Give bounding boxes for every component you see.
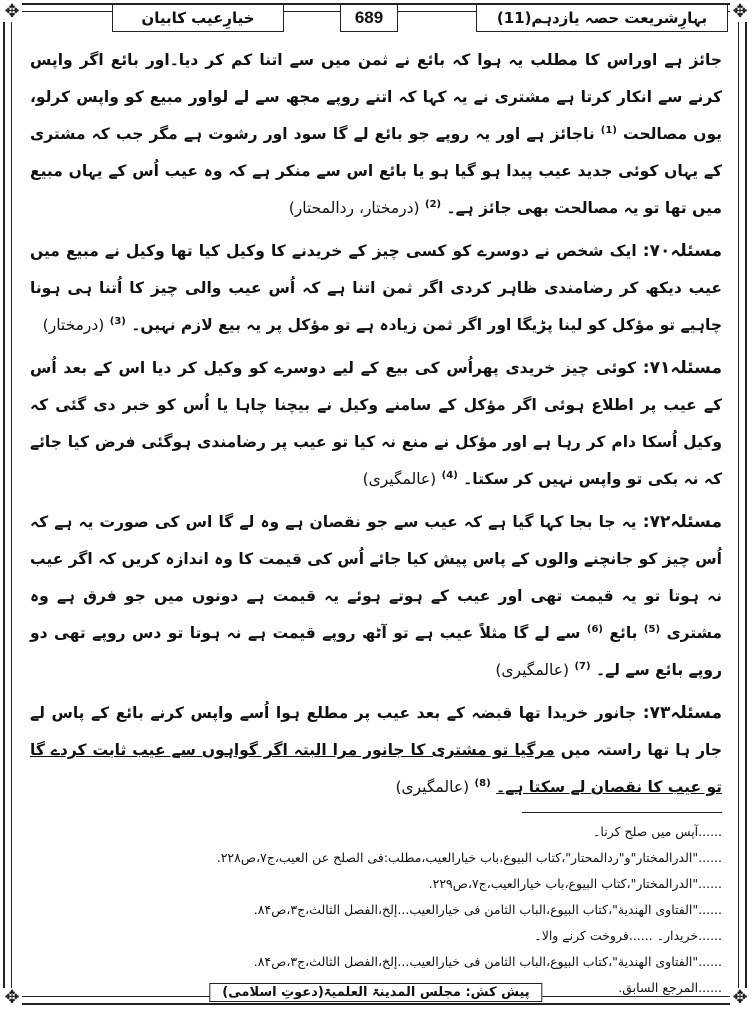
reference: (درمختار، ردالمحتار) bbox=[288, 199, 420, 217]
paragraph-text: ایک شخص نے دوسرے کو کسی چیز کے خریدنے کا وکیل کیا تھا وکیل نے مبیع میں عیب دیکھ کر رضامندی ظاہر کردی اگر ثمن اتنا ہے کہ اُس عیب والی چیز کا اُتنا ہی ہونا چاہیے تو مؤکل کو لینا پڑیگا اور اگر ثمن زیادہ ہے تو مؤکل پر یہ بیع لازم نہیں۔ bbox=[30, 242, 722, 334]
footnote-marker: (1) bbox=[600, 124, 617, 136]
paragraph bbox=[30, 42, 722, 227]
corner-ornament-icon: ✥ bbox=[2, 988, 22, 1008]
paragraph-text: بائع bbox=[609, 624, 638, 642]
masala-label: مسئلہ۷۱: bbox=[642, 358, 722, 378]
masala-paragraph bbox=[30, 695, 722, 806]
masala-label: مسئلہ۷۲: bbox=[642, 512, 722, 532]
reference: (عالمگیری) bbox=[362, 470, 437, 488]
page-footer: پیش کش: مجلس المدینۃ العلمیۃ(دعوتِ اسلامی) bbox=[209, 983, 542, 1002]
paragraph-text: جائز ہے اوراس کا مطلب یہ ہوا کہ بائع نے ثمن میں سے اتنا کم کر دیا۔اور بائع اگر واپس کرنے سے انکار کرتا ہے مشتری نے یہ کہا کہ اتنے روپے مجھ سے لے لواور مبیع کو واپس کرلو، یوں مصالحت bbox=[30, 51, 722, 143]
masala-paragraph bbox=[30, 350, 722, 498]
page-header bbox=[24, 4, 728, 34]
footnote-marker: (6) bbox=[586, 623, 603, 635]
masala-label: مسئلہ۷۰: bbox=[642, 241, 722, 261]
page-body bbox=[30, 42, 722, 1001]
corner-ornament-icon: ✥ bbox=[730, 2, 750, 22]
footnote: ......آپس میں صلح کرنا۔ bbox=[593, 824, 722, 839]
chapter-title: خیارِعیب کابیان bbox=[112, 4, 284, 32]
footnote: ......"الفتاوی الهندیة"،کتاب البیوع،الباب الثامن فی خیارالعیب...إلخ،الفصل الثالث،ج۳،ص۸۴. bbox=[253, 954, 722, 969]
book-title: بہارِشریعت حصہ یازدہم(11) bbox=[476, 4, 728, 32]
corner-ornament-icon: ✥ bbox=[2, 2, 22, 22]
footnote: ......"الفتاوی الهندیة"،کتاب البیوع،الباب الثامن فی خیارالعیب...إلخ،الفصل الثالث،ج۳،ص۸۴. bbox=[253, 902, 722, 917]
reference: (عالمگیری) bbox=[495, 661, 570, 679]
footnote: ......خریدار۔ ......فروخت کرنے والا۔ bbox=[534, 928, 722, 943]
reference: (درمختار) bbox=[42, 316, 105, 334]
paragraph-text: ناجائز ہے اور یہ روپے جو بائع لے گا سود اور رشوت ہے مگر جب کہ مشتری کے یہاں کوئی جدید عیب پیدا ہو گیا ہو یا بائع اس سے منکر ہے کہ وہ عیب اُس کے یہاں مبیع میں تھا تو یہ مصالحت بھی جائز ہے۔ bbox=[30, 125, 722, 217]
reference: (عالمگیری) bbox=[395, 778, 470, 796]
footnote-divider bbox=[522, 812, 722, 813]
footnote: ......"الدرالمختار"،کتاب البیوع،باب خیارالعیب،ج۷،ص۲۲۹. bbox=[428, 876, 722, 891]
underlined-text: مرگیا تو مشتری کا جانور مرا البتہ اگر گواہوں سے عیب ثابت کردے گا تو عیب کا نقصان لے سکتا ہے۔ bbox=[30, 741, 722, 796]
footnote-marker: (4) bbox=[441, 469, 458, 481]
footnote-marker: (8) bbox=[474, 777, 491, 789]
footnote-marker: (2) bbox=[424, 198, 442, 210]
masala-paragraph bbox=[30, 233, 722, 344]
masala-label: مسئلہ۷۳: bbox=[642, 703, 722, 723]
footnote-marker: (3) bbox=[109, 315, 126, 327]
footnotes bbox=[30, 819, 722, 1001]
footnote-marker: (7) bbox=[574, 660, 591, 672]
corner-ornament-icon: ✥ bbox=[730, 988, 750, 1008]
paragraph-text: جانور خریدا تھا قبضہ کے بعد عیب پر مطلع ہوا اُسے واپس کرنے بائع کے پاس لے جار ہا تھا راستہ میں bbox=[30, 704, 722, 759]
page-number: 689 bbox=[340, 4, 398, 32]
footnote-marker: (5) bbox=[643, 623, 661, 635]
paragraph-text: یہ جا بجا کہا گیا ہے کہ عیب سے جو نقصان ہے وہ لے گا اس کی صورت یہ ہے کہ اُس چیز کو جانچنے والوں کے پاس پیش کیا جائے اُس کی قیمت کا وہ اندازہ کریں کہ اگر عیب نہ ہوتا تو یہ قیمت تھی اور عیب کے ہوتے ہوئے یہ قیمت ہے دونوں میں جو فرق ہے وہ مشتری bbox=[30, 513, 722, 642]
paragraph-text: کوئی چیز خریدی پھراُس کی بیع کے لیے دوسرے کو وکیل کر دیا اس کے بعد اُس کے عیب پر اطلاع ہوئی اگر مؤکل کے سامنے وکیل نے بیچنا چاہا یا اُس کو خبر دی گئی کہ وکیل اُسکا دام کر رہا ہے اور مؤکل نے منع نہ کیا تو عیب پر رضامندی ہوگئی فرض کیا جائے کہ نہ بکی تو واپس نہیں کر سکتا۔ bbox=[30, 359, 722, 488]
footnote: ......المرجع السابق. bbox=[618, 980, 722, 995]
masala-paragraph bbox=[30, 504, 722, 689]
footnote: ......"الدرالمختار"و"ردالمحتار"،کتاب البیوع،باب خیارالعیب،مطلب:فی الصلح عن العیب،ج۷،ص۲۲۸. bbox=[216, 850, 722, 865]
paragraph-text: سے لے گا مثلاً عیب ہے تو آٹھ روپے قیمت ہے نہ ہوتا تو دس روپے تھی دو روپے بائع سے لے۔ bbox=[30, 624, 722, 679]
